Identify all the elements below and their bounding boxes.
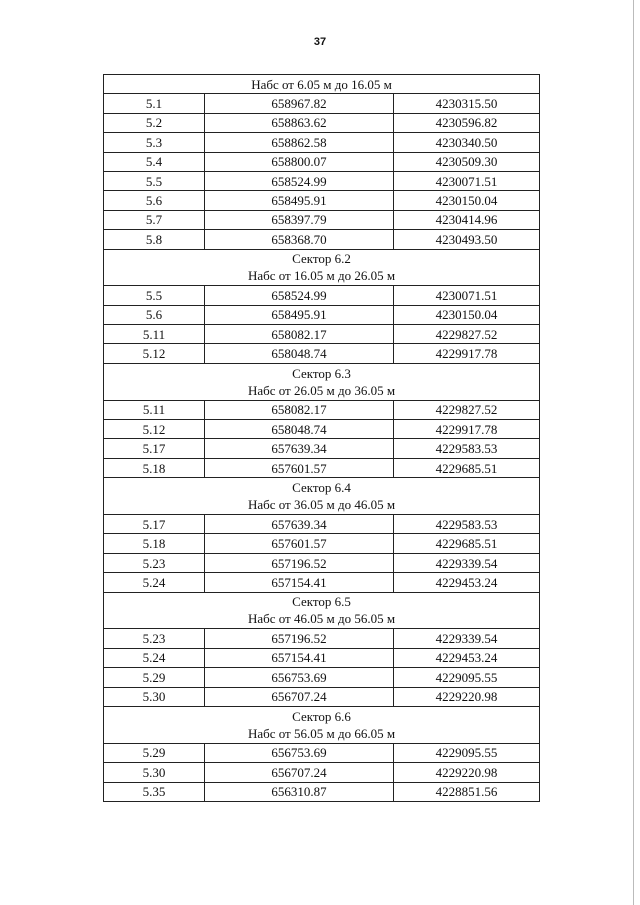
y-coordinate-cell: 4230414.96 xyxy=(394,210,540,229)
table-row xyxy=(104,553,540,572)
x-coordinate-cell: 658082.17 xyxy=(205,325,394,344)
point-id-cell: 5.18 xyxy=(104,534,205,553)
table-row xyxy=(104,133,540,152)
point-id-cell: 5.24 xyxy=(104,573,205,592)
x-coordinate-cell: 658524.99 xyxy=(205,171,394,190)
x-coordinate-cell: 658800.07 xyxy=(205,152,394,171)
point-id-cell: 5.23 xyxy=(104,629,205,648)
table-row xyxy=(104,152,540,171)
y-coordinate-cell: 4230150.04 xyxy=(394,305,540,324)
x-coordinate-cell: 658967.82 xyxy=(205,94,394,113)
x-coordinate-cell: 658368.70 xyxy=(205,230,394,249)
height-range: Набс от 46.05 м до 56.05 м xyxy=(247,611,396,627)
y-coordinate-cell: 4229453.24 xyxy=(394,648,540,667)
x-coordinate-cell: 656310.87 xyxy=(205,782,394,801)
sector-title: Сектор 6.4 xyxy=(292,480,351,496)
point-id-cell: 5.2 xyxy=(104,113,205,132)
point-id-cell: 5.8 xyxy=(104,230,205,249)
y-coordinate-cell: 4229453.24 xyxy=(394,573,540,592)
point-id-cell: 5.12 xyxy=(104,420,205,439)
y-coordinate-cell: 4229827.52 xyxy=(394,400,540,419)
y-coordinate-cell: 4229583.53 xyxy=(394,439,540,458)
y-coordinate-cell: 4229685.51 xyxy=(394,534,540,553)
x-coordinate-cell: 657639.34 xyxy=(205,515,394,534)
table-row xyxy=(104,668,540,687)
y-coordinate-cell: 4230340.50 xyxy=(394,133,540,152)
table-row xyxy=(104,230,540,249)
point-id-cell: 5.11 xyxy=(104,400,205,419)
section-header-row xyxy=(104,706,540,743)
coordinates-table-body xyxy=(104,75,540,802)
point-id-cell: 5.3 xyxy=(104,133,205,152)
height-range: Набс от 16.05 м до 26.05 м xyxy=(247,268,396,284)
x-coordinate-cell: 658082.17 xyxy=(205,400,394,419)
y-coordinate-cell: 4230596.82 xyxy=(394,113,540,132)
point-id-cell: 5.12 xyxy=(104,344,205,363)
point-id-cell: 5.35 xyxy=(104,782,205,801)
table-row xyxy=(104,573,540,592)
y-coordinate-cell: 4230509.30 xyxy=(394,152,540,171)
y-coordinate-cell: 4229095.55 xyxy=(394,668,540,687)
y-coordinate-cell: 4229827.52 xyxy=(394,325,540,344)
section-header xyxy=(104,363,540,400)
table-row xyxy=(104,648,540,667)
point-id-cell: 5.29 xyxy=(104,743,205,762)
sector-title: Сектор 6.3 xyxy=(292,365,351,381)
y-coordinate-cell: 4229095.55 xyxy=(394,743,540,762)
x-coordinate-cell: 656707.24 xyxy=(205,687,394,706)
x-coordinate-cell: 656753.69 xyxy=(205,668,394,687)
table-row xyxy=(104,113,540,132)
point-id-cell: 5.30 xyxy=(104,763,205,782)
height-range: Набс от 26.05 м до 36.05 м xyxy=(247,382,396,398)
table-row xyxy=(104,743,540,762)
y-coordinate-cell: 4229339.54 xyxy=(394,629,540,648)
table-row xyxy=(104,286,540,305)
x-coordinate-cell: 657196.52 xyxy=(205,629,394,648)
table-row xyxy=(104,210,540,229)
point-id-cell: 5.6 xyxy=(104,191,205,210)
table-row xyxy=(104,629,540,648)
x-coordinate-cell: 657601.57 xyxy=(205,534,394,553)
x-coordinate-cell: 657154.41 xyxy=(205,573,394,592)
height-range: Набс от 36.05 м до 46.05 м xyxy=(247,497,396,513)
y-coordinate-cell: 4229917.78 xyxy=(394,344,540,363)
y-coordinate-cell: 4230493.50 xyxy=(394,230,540,249)
point-id-cell: 5.17 xyxy=(104,439,205,458)
table-row xyxy=(104,534,540,553)
table-row xyxy=(104,191,540,210)
section-header-row xyxy=(104,478,540,515)
point-id-cell: 5.1 xyxy=(104,94,205,113)
table-row xyxy=(104,305,540,324)
x-coordinate-cell: 657601.57 xyxy=(205,458,394,477)
section-header-row xyxy=(104,592,540,629)
table-row xyxy=(104,458,540,477)
section-header xyxy=(104,75,540,94)
x-coordinate-cell: 658495.91 xyxy=(205,305,394,324)
sector-title: Сектор 6.2 xyxy=(292,251,351,267)
section-header-row xyxy=(104,249,540,286)
point-id-cell: 5.5 xyxy=(104,171,205,190)
x-coordinate-cell: 656753.69 xyxy=(205,743,394,762)
y-coordinate-cell: 4229583.53 xyxy=(394,515,540,534)
section-header-row xyxy=(104,363,540,400)
y-coordinate-cell: 4229339.54 xyxy=(394,553,540,572)
sector-title: Сектор 6.5 xyxy=(292,594,351,610)
x-coordinate-cell: 658863.62 xyxy=(205,113,394,132)
point-id-cell: 5.5 xyxy=(104,286,205,305)
x-coordinate-cell: 656707.24 xyxy=(205,763,394,782)
point-id-cell: 5.18 xyxy=(104,458,205,477)
section-header xyxy=(104,478,540,515)
table-row xyxy=(104,325,540,344)
x-coordinate-cell: 658397.79 xyxy=(205,210,394,229)
height-range: Набс от 6.05 м до 16.05 м xyxy=(251,76,392,92)
x-coordinate-cell: 658862.58 xyxy=(205,133,394,152)
point-id-cell: 5.7 xyxy=(104,210,205,229)
table-row xyxy=(104,782,540,801)
y-coordinate-cell: 4229220.98 xyxy=(394,687,540,706)
section-header xyxy=(104,706,540,743)
y-coordinate-cell: 4230071.51 xyxy=(394,286,540,305)
y-coordinate-cell: 4228851.56 xyxy=(394,782,540,801)
y-coordinate-cell: 4229220.98 xyxy=(394,763,540,782)
table-row xyxy=(104,94,540,113)
x-coordinate-cell: 657196.52 xyxy=(205,553,394,572)
point-id-cell: 5.30 xyxy=(104,687,205,706)
x-coordinate-cell: 657639.34 xyxy=(205,439,394,458)
y-coordinate-cell: 4230150.04 xyxy=(394,191,540,210)
y-coordinate-cell: 4229685.51 xyxy=(394,458,540,477)
section-header xyxy=(104,592,540,629)
table-row xyxy=(104,344,540,363)
scan-edge-line xyxy=(633,0,634,905)
point-id-cell: 5.17 xyxy=(104,515,205,534)
table-row xyxy=(104,439,540,458)
table-row xyxy=(104,763,540,782)
section-header xyxy=(104,249,540,286)
sector-title: Сектор 6.6 xyxy=(292,708,351,724)
section-header-row xyxy=(104,75,540,94)
table-row xyxy=(104,515,540,534)
table-row xyxy=(104,420,540,439)
y-coordinate-cell: 4229917.78 xyxy=(394,420,540,439)
y-coordinate-cell: 4230071.51 xyxy=(394,171,540,190)
point-id-cell: 5.23 xyxy=(104,553,205,572)
point-id-cell: 5.29 xyxy=(104,668,205,687)
x-coordinate-cell: 658495.91 xyxy=(205,191,394,210)
x-coordinate-cell: 658048.74 xyxy=(205,420,394,439)
coordinates-table xyxy=(103,74,540,802)
table-row xyxy=(104,400,540,419)
x-coordinate-cell: 658524.99 xyxy=(205,286,394,305)
y-coordinate-cell: 4230315.50 xyxy=(394,94,540,113)
height-range: Набс от 56.05 м до 66.05 м xyxy=(247,725,396,741)
table-row xyxy=(104,687,540,706)
point-id-cell: 5.24 xyxy=(104,648,205,667)
table-row xyxy=(104,171,540,190)
x-coordinate-cell: 658048.74 xyxy=(205,344,394,363)
x-coordinate-cell: 657154.41 xyxy=(205,648,394,667)
point-id-cell: 5.6 xyxy=(104,305,205,324)
point-id-cell: 5.11 xyxy=(104,325,205,344)
page-number: 37 xyxy=(313,36,327,48)
point-id-cell: 5.4 xyxy=(104,152,205,171)
